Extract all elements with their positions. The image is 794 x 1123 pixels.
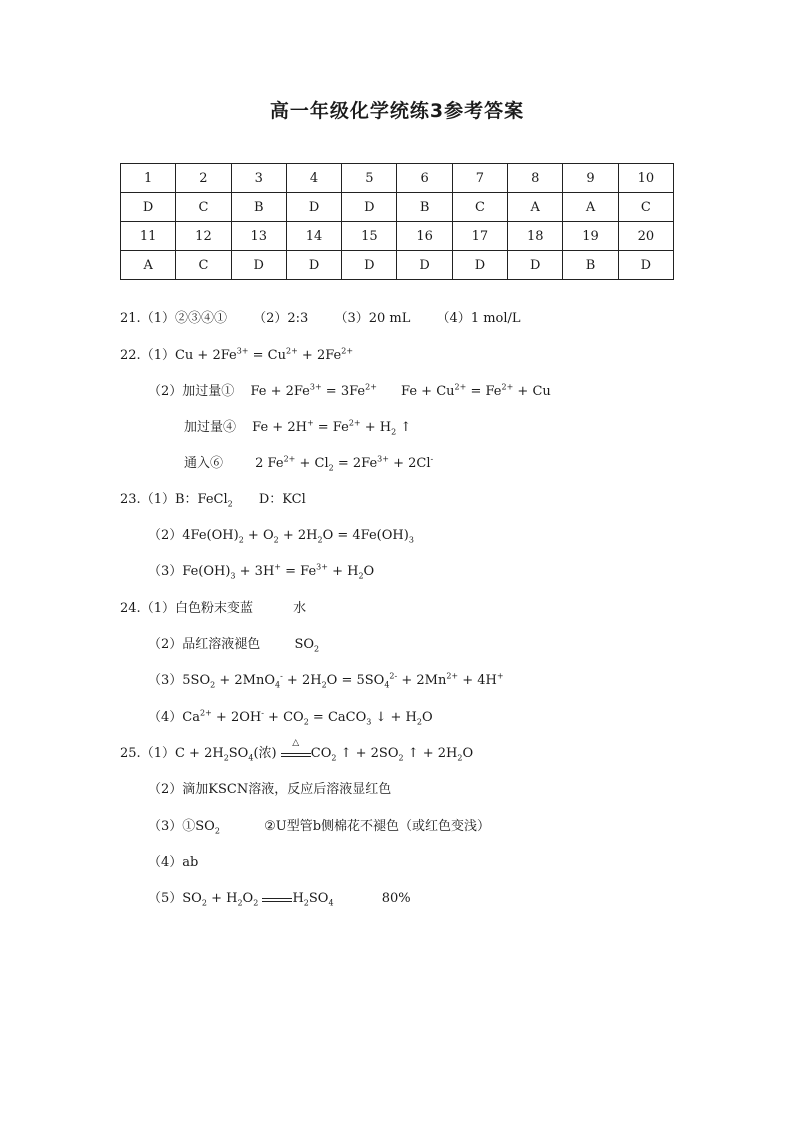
table-cell: 16 <box>397 222 452 251</box>
table-cell: 5 <box>342 164 397 193</box>
table-cell: 19 <box>563 222 618 251</box>
q21-answer3: 20 mL <box>368 311 411 326</box>
q25-answer5b: 80% <box>381 891 411 906</box>
table-cell: D <box>231 251 286 280</box>
q25-line4 <box>148 851 198 870</box>
q24-part1-label: （1） <box>140 601 175 616</box>
table-cell: 13 <box>231 222 286 251</box>
q25-line1 <box>120 738 474 763</box>
table-cell: 2 <box>176 164 231 193</box>
q25-answer4: ab <box>182 855 199 870</box>
q23-line3 <box>148 560 374 579</box>
q22-part2-label: （2） <box>148 384 183 399</box>
q25-equation5: $SO_2 + H_2O_2$ $H_2SO_4$ <box>182 891 334 908</box>
table-cell: D <box>452 251 507 280</box>
table-cell: 6 <box>397 164 452 193</box>
q21-answer2: 2:3 <box>287 311 309 326</box>
table-cell: D <box>397 251 452 280</box>
q25-part1-label: （1） <box>140 746 175 761</box>
table-cell: A <box>563 193 618 222</box>
table-cell: 7 <box>452 164 507 193</box>
table-answer-row <box>121 251 674 280</box>
q22-line1 <box>120 344 353 363</box>
table-cell: 20 <box>618 222 673 251</box>
q25-part5-label: （5） <box>148 891 183 906</box>
table-cell: 4 <box>286 164 341 193</box>
table-cell: C <box>618 193 673 222</box>
table-cell: D <box>342 193 397 222</box>
q25-line3: $(3)①SO_2$ ②U型管b侧棉花不褪色（或红色变浅） <box>148 819 491 836</box>
table-cell: A <box>508 193 563 222</box>
table-header-row <box>121 164 674 193</box>
q24-number: 24. <box>120 601 141 616</box>
table-cell: 18 <box>508 222 563 251</box>
q22-number: 22. <box>120 348 141 363</box>
table-cell: B <box>231 193 286 222</box>
q25-part4-label: （4） <box>148 855 183 870</box>
q24-answer2b: $SO_2$ <box>294 637 320 654</box>
q25-part2-label: （2） <box>148 782 183 797</box>
q25-equation1: $C + 2H_2SO_4$(浓) △ $CO_2$ ↑ + $2SO_2$ ↑ + $2H_2O$ <box>174 738 474 763</box>
q22-equation2b: $Fe + Cu^{2+} = Fe^{2+} + Cu$ <box>401 382 551 399</box>
q24-part3-label: （3） <box>148 673 183 688</box>
q24-line1 <box>120 597 306 616</box>
q25-line5 <box>148 887 411 906</box>
q23-line1: 23.（1）B：FeCl$_2$ D：KCl <box>120 492 306 509</box>
table-cell: A <box>121 251 176 280</box>
table-cell: 12 <box>176 222 231 251</box>
q25-conc-label: 浓 <box>258 746 272 761</box>
q22-equation3: $Fe + 2H^+ = Fe^{2+} + H_2$ ↑ <box>252 418 412 437</box>
table-cell: D <box>618 251 673 280</box>
q24-part2-label: （2） <box>148 637 183 652</box>
answer-table <box>120 163 674 280</box>
table-cell: D <box>286 193 341 222</box>
q25-part3-label: （3） <box>148 819 183 834</box>
q25-number: 25. <box>120 746 141 761</box>
q24-part4-label: （4） <box>148 710 183 725</box>
q24-equation4: $Ca^{2+} + 2OH^- + CO_2$ = CaCO$_3$ ↓ + $H_2O$ <box>182 708 433 727</box>
table-cell: B <box>397 193 452 222</box>
table-cell: 1 <box>121 164 176 193</box>
table-cell: C <box>452 193 507 222</box>
q23-part2-label: （2） <box>148 528 183 543</box>
table-cell: 10 <box>618 164 673 193</box>
q22-line4 <box>184 452 433 471</box>
q21-part2-label: （2） <box>253 311 288 326</box>
q25-line2 <box>148 778 391 797</box>
q21-part3-label: （3） <box>334 311 369 326</box>
q23-answer-d: D：KCl <box>258 492 306 507</box>
table-cell: D <box>342 251 397 280</box>
table-header-row <box>121 222 674 251</box>
q24-answer2: 品红溶液褪色 <box>182 637 261 652</box>
q25-answer3a: ①SO <box>182 819 215 834</box>
table-cell: 8 <box>508 164 563 193</box>
q21-part1-label: （1） <box>140 311 175 326</box>
table-cell: C <box>176 193 231 222</box>
table-cell: 11 <box>121 222 176 251</box>
q24-answer1: 白色粉末变蓝 <box>174 601 253 616</box>
q24-answer1b: 水 <box>293 601 307 616</box>
q21-part4-label: （4） <box>436 311 471 326</box>
q21-answer1: ②③④① <box>174 311 227 326</box>
q23-part3-label: （3） <box>148 564 183 579</box>
table-cell: 9 <box>563 164 618 193</box>
q24-line2 <box>148 633 319 652</box>
q23-answer-b: B：FeCl <box>174 492 228 507</box>
table-cell: D <box>508 251 563 280</box>
table-cell: C <box>176 251 231 280</box>
q22-add1-label: 加过量① <box>182 384 235 399</box>
table-answer-row <box>121 193 674 222</box>
q22-equation4: 2 $Fe^{2+} + Cl_2 = 2Fe^{3+} + 2Cl^-$ <box>255 454 434 473</box>
q22-line3 <box>184 416 411 435</box>
q22-line2 <box>148 380 551 399</box>
q24-equation3: $5SO_2 + 2MnO_4^- + 2H_2O = 5SO_4^{2-} + 2Mn^{2+} + 4H^+$ <box>182 671 504 690</box>
q23-number: 23. <box>120 492 141 507</box>
q23-equation3: $Fe(OH)_3 + 3H^+ = Fe^{3+} + H_2O$ <box>182 562 375 581</box>
q21-line <box>120 307 521 326</box>
q21-number: 21. <box>120 311 141 326</box>
q23-line2 <box>148 524 414 543</box>
q21-answer4: 1 mol/L <box>470 311 521 326</box>
q22-add4-label: 加过量④ <box>184 420 237 435</box>
table-cell: 15 <box>342 222 397 251</box>
table-cell: D <box>121 193 176 222</box>
q24-line4 <box>148 706 433 725</box>
q24-line3 <box>148 669 504 688</box>
q22-pass6-label: 通入⑥ <box>184 456 224 471</box>
q25-answer2: 滴加KSCN溶液，反应后溶液显红色 <box>182 782 392 797</box>
page-title: 高一年级化学统练3参考答案 <box>269 100 525 122</box>
heat-symbol-icon: △ <box>292 738 300 748</box>
q23-part1-label: （1） <box>140 492 175 507</box>
table-cell: B <box>563 251 618 280</box>
table-cell: 3 <box>231 164 286 193</box>
q22-equation2a: $Fe + 2Fe^{3+} = 3Fe^{2+}$ <box>250 382 377 399</box>
q25-answer3b: ②U型管b侧棉花不褪色（或红色变浅） <box>264 819 491 834</box>
q22-equation1: $Cu + 2Fe^{3+} = Cu^{2+} + 2Fe^{2+}$ <box>174 346 354 363</box>
q22-part1-label: （1） <box>140 348 175 363</box>
table-cell: 14 <box>286 222 341 251</box>
table-cell: D <box>286 251 341 280</box>
q23-equation2: $4Fe(OH)_2 + O_2 + 2H_2O = 4Fe(OH)_3$ <box>182 528 414 545</box>
table-cell: 17 <box>452 222 507 251</box>
